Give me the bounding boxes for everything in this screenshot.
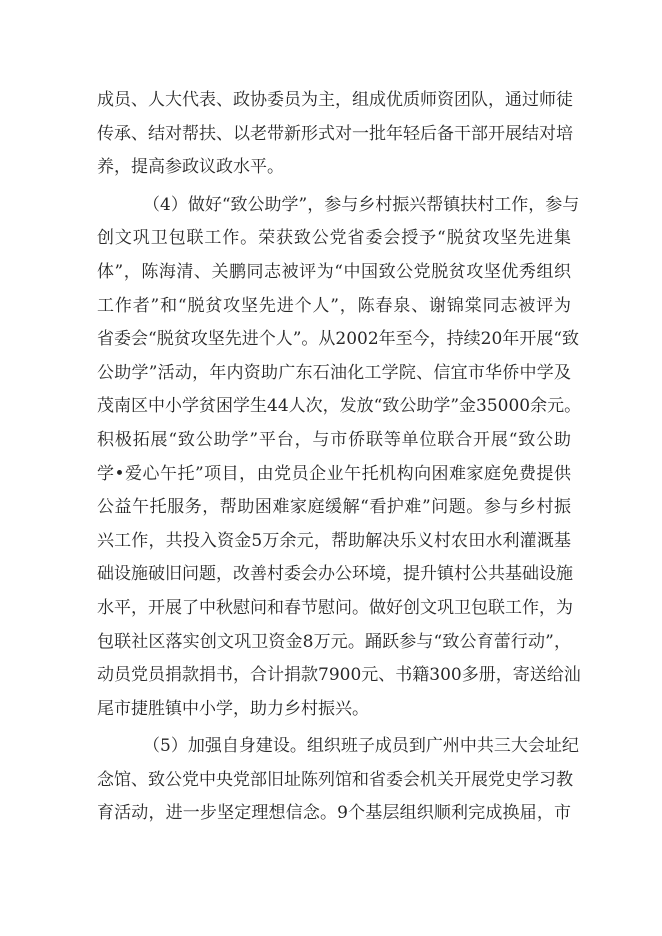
text-line: 公益午托服务，帮助困难家庭缓解“看护难”问题。参与乡村振 <box>97 497 571 518</box>
paragraph <box>97 189 582 727</box>
text-line: 尾市捷胜镇中小学，助力乡村振兴。 <box>97 698 369 719</box>
text-line: 包联社区落实创文巩卫资金8万元。踊跃参与“致公育蕾行动”， <box>97 631 571 652</box>
text-line: 兴工作，共投入资金5万余元，帮助解决乐义村农田水利灌溉基 <box>97 530 571 551</box>
text-line: 传承、结对帮扶、以老带新形式对一批年轻后备干部开展结对培 <box>97 123 573 144</box>
text-line: 省委会“脱贫攻坚先进个人”。从2002年至今，持续20年开展“致 <box>97 329 579 350</box>
text-line: （5）加强自身建设。组织班子成员到广州中共三大会址纪 <box>143 736 579 757</box>
text-line: 础设施破旧问题，改善村委会办公环境，提升镇村公共基础设施 <box>97 564 573 585</box>
text-line: 积极拓展“致公助学”平台，与市侨联等单位联合开展“致公助 <box>97 429 571 450</box>
text-line: （4）做好“致公助学”，参与乡村振兴帮镇扶村工作，参与 <box>143 194 580 215</box>
text-line: 学•爱心午托”项目，由党员企业午托机构向困难家庭免费提供 <box>97 463 571 484</box>
text-line: 水平，开展了中秋慰问和春节慰问。做好创文巩卫包联工作，为 <box>97 597 573 618</box>
text-line: 念馆、致公党中央党部旧址陈列馆和省委会机关开展党史学习教 <box>97 769 573 790</box>
paragraph <box>97 730 579 831</box>
text-line: 茂南区中小学贫困学生44人次，发放“致公助学”金35000余元。 <box>97 396 582 417</box>
paragraph <box>97 84 571 185</box>
text-line: 公助学”活动，年内资助广东石油化工学院、信宜市华侨中学及 <box>97 362 571 383</box>
text-line: 创文巩卫包联工作。荣获致公党省委会授予“脱贫攻坚先进集 <box>97 228 571 249</box>
text-line: 体”，陈海清、关鹏同志被评为“中国致公党脱贫攻坚优秀组织 <box>97 261 571 282</box>
text-line: 养，提高参政议政水平。 <box>97 157 284 178</box>
document-page <box>97 84 582 835</box>
text-line: 动员党员捐款捐书，合计捐款7900元、书籍300多册，寄送给汕 <box>97 665 581 686</box>
text-line: 成员、人大代表、政协委员为主，组成优质师资团队，通过师徒 <box>97 90 573 110</box>
text-line: 工作者”和“脱贫攻坚先进个人”，陈春泉、谢锦棠同志被评为 <box>97 295 571 316</box>
text-line: 育活动，进一步坚定理想信念。9个基层组织顺利完成换届，市 <box>97 803 571 824</box>
